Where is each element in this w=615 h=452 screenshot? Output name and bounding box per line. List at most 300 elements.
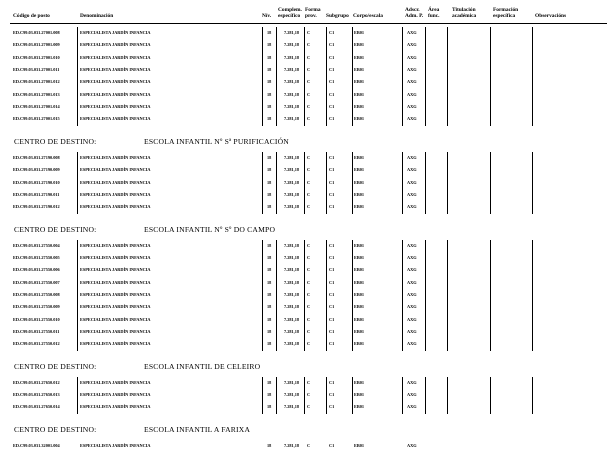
cell-adsc: AXG bbox=[407, 316, 417, 322]
cell-den: ESPECIALISTA JARDÍN INFANCIA bbox=[80, 242, 151, 248]
cell-niv: 18 bbox=[267, 104, 272, 110]
column-divider bbox=[352, 152, 353, 214]
cell-niv: 18 bbox=[267, 116, 272, 122]
column-divider bbox=[532, 152, 533, 214]
cell-forma: C bbox=[307, 392, 311, 398]
section-title bbox=[14, 225, 275, 234]
cell-corpo: EB01 bbox=[354, 54, 365, 60]
cell-den: ESPECIALISTA JARDÍN INFANCIA bbox=[80, 204, 151, 210]
cell-comp: 7.281,18 bbox=[284, 267, 300, 273]
cell-forma: C bbox=[307, 204, 311, 210]
cell-comp: 7.281,18 bbox=[284, 30, 300, 35]
cell-code: ED.C99.03.031.27650.012 bbox=[13, 379, 60, 385]
cell-den: ESPECIALISTA JARDÍN INFANCIA bbox=[80, 267, 151, 273]
column-divider bbox=[262, 27, 263, 126]
cell-corpo: EB01 bbox=[354, 30, 365, 35]
table-row bbox=[10, 401, 607, 413]
cell-niv: 18 bbox=[267, 254, 272, 260]
cell-den: ESPECIALISTA JARDÍN INFANCIA bbox=[80, 304, 151, 310]
cell-den: ESPECIALISTA JARDÍN INFANCIA bbox=[80, 316, 151, 322]
table-row bbox=[10, 64, 607, 76]
table-row bbox=[10, 89, 607, 101]
cell-comp: 7.281,18 bbox=[284, 279, 300, 285]
cell-code: ED.C99.03.031.27550.008 bbox=[13, 291, 60, 297]
table-row bbox=[10, 177, 607, 189]
cell-code: ED.C99.03.031.27650.014 bbox=[13, 404, 60, 410]
cell-code: ED.C99.03.031.27550.005 bbox=[13, 254, 60, 260]
cell-forma: C bbox=[307, 304, 311, 310]
cell-niv: 18 bbox=[267, 79, 272, 85]
cell-den: ESPECIALISTA JARDÍN INFANCIA bbox=[80, 30, 151, 35]
cell-den: ESPECIALISTA JARDÍN INFANCIA bbox=[80, 91, 151, 97]
column-divider bbox=[490, 240, 491, 351]
table-row bbox=[10, 301, 607, 313]
cell-code: ED.C99.03.031.27550.006 bbox=[13, 267, 60, 273]
cell-forma: C bbox=[307, 316, 311, 322]
table-row bbox=[10, 113, 607, 125]
cell-niv: 18 bbox=[267, 191, 272, 197]
cell-corpo: EB01 bbox=[354, 67, 365, 73]
cell-corpo: EB01 bbox=[354, 179, 365, 185]
column-divider bbox=[490, 27, 491, 126]
column-divider bbox=[532, 377, 533, 414]
cell-adsc: AXG bbox=[407, 191, 417, 197]
cell-den: ESPECIALISTA JARDÍN INFANCIA bbox=[80, 442, 151, 448]
table-row bbox=[10, 289, 607, 301]
column-divider bbox=[304, 240, 305, 351]
cell-niv: 18 bbox=[267, 316, 272, 322]
cell-code: ED.C99.03.031.27550.011 bbox=[13, 329, 60, 334]
cell-code: ED.C99.03.031.27190.012 bbox=[13, 204, 60, 210]
header-adscr: Adscr. Adm. P. bbox=[405, 7, 424, 19]
cell-sub: C1 bbox=[329, 442, 335, 448]
header-forma: Forma prov. bbox=[305, 7, 321, 19]
cell-code: ED.C99.03.031.27001.009 bbox=[13, 42, 60, 48]
cell-niv: 18 bbox=[267, 91, 272, 97]
cell-sub: C1 bbox=[329, 279, 335, 285]
header-subgrupo: Subgrupo bbox=[326, 13, 349, 19]
header-area: Área func. bbox=[428, 7, 440, 19]
cell-corpo: EB01 bbox=[354, 291, 365, 297]
cell-den: ESPECIALISTA JARDÍN INFANCIA bbox=[80, 191, 151, 197]
table-row bbox=[10, 27, 607, 39]
cell-den: ESPECIALISTA JARDÍN INFANCIA bbox=[80, 42, 151, 48]
header-rule bbox=[10, 23, 607, 24]
header-observaciones: Observacións bbox=[535, 13, 567, 19]
cell-forma: C bbox=[307, 254, 311, 260]
cell-forma: C bbox=[307, 404, 311, 410]
column-divider bbox=[425, 240, 426, 351]
table-row bbox=[10, 240, 607, 252]
cell-sub: C1 bbox=[329, 167, 335, 173]
table-row bbox=[10, 277, 607, 289]
column-divider bbox=[326, 240, 327, 351]
cell-niv: 18 bbox=[267, 242, 272, 248]
cell-sub: C1 bbox=[329, 341, 335, 347]
section-title bbox=[14, 362, 260, 371]
cell-niv: 18 bbox=[267, 42, 272, 48]
cell-corpo: EB01 bbox=[354, 316, 365, 322]
section-label: CENTRO DE DESTINO: bbox=[14, 424, 97, 434]
cell-niv: 18 bbox=[267, 267, 272, 273]
cell-den: ESPECIALISTA JARDÍN INFANCIA bbox=[80, 379, 151, 385]
column-divider bbox=[425, 152, 426, 214]
cell-comp: 7.281,18 bbox=[284, 304, 300, 310]
cell-corpo: EB01 bbox=[354, 242, 365, 248]
cell-forma: C bbox=[307, 67, 311, 73]
cell-corpo: EB01 bbox=[354, 304, 365, 310]
cell-comp: 7.281,18 bbox=[284, 254, 300, 260]
cell-sub: C1 bbox=[329, 91, 335, 97]
column-divider bbox=[352, 377, 353, 414]
cell-comp: 7.281,18 bbox=[284, 191, 300, 197]
cell-den: ESPECIALISTA JARDÍN INFANCIA bbox=[80, 104, 151, 110]
cell-corpo: EB01 bbox=[354, 104, 365, 110]
column-divider bbox=[276, 377, 277, 414]
cell-corpo: EB01 bbox=[354, 379, 365, 385]
cell-sub: C1 bbox=[329, 316, 335, 322]
cell-niv: 18 bbox=[267, 30, 272, 35]
cell-corpo: EB01 bbox=[354, 267, 365, 273]
column-divider bbox=[447, 27, 448, 126]
section-label: CENTRO DE DESTINO: bbox=[14, 361, 97, 371]
cell-comp: 7.281,18 bbox=[284, 67, 300, 73]
cell-code: ED.C99.03.031.27550.004 bbox=[13, 242, 60, 248]
cell-adsc: AXG bbox=[407, 379, 417, 385]
cell-sub: C1 bbox=[329, 54, 335, 60]
cell-niv: 18 bbox=[267, 442, 272, 448]
table-row bbox=[10, 389, 607, 401]
cell-adsc: AXG bbox=[407, 329, 417, 334]
cell-comp: 7.281,18 bbox=[284, 79, 300, 85]
cell-adsc: AXG bbox=[407, 116, 417, 122]
cell-adsc: AXG bbox=[407, 91, 417, 97]
cell-comp: 7.281,18 bbox=[284, 316, 300, 322]
column-divider bbox=[532, 240, 533, 351]
cell-niv: 18 bbox=[267, 291, 272, 297]
cell-code: ED.C99.03.031.27001.008 bbox=[13, 30, 60, 35]
section-label: CENTRO DE DESTINO: bbox=[14, 224, 97, 234]
cell-adsc: AXG bbox=[407, 42, 417, 48]
cell-code: ED.C99.03.031.27190.011 bbox=[13, 191, 60, 197]
cell-den: ESPECIALISTA JARDÍN INFANCIA bbox=[80, 154, 151, 160]
cell-niv: 18 bbox=[267, 179, 272, 185]
cell-comp: 7.281,18 bbox=[284, 104, 300, 110]
cell-corpo: EB01 bbox=[354, 279, 365, 285]
cell-adsc: AXG bbox=[407, 341, 417, 347]
cell-sub: C1 bbox=[329, 42, 335, 48]
cell-den: ESPECIALISTA JARDÍN INFANCIA bbox=[80, 54, 151, 60]
cell-adsc: AXG bbox=[407, 30, 417, 35]
cell-forma: C bbox=[307, 42, 311, 48]
column-divider bbox=[276, 152, 277, 214]
column-divider bbox=[262, 152, 263, 214]
column-divider bbox=[402, 240, 403, 351]
cell-adsc: AXG bbox=[407, 291, 417, 297]
cell-adsc: AXG bbox=[407, 442, 417, 448]
cell-niv: 18 bbox=[267, 304, 272, 310]
header-complem: Complem. específico bbox=[278, 7, 302, 19]
table-row bbox=[10, 76, 607, 88]
section-name: ESCOLA INFANTIL Nº Sº DO CAMPO bbox=[144, 224, 276, 234]
cell-forma: C bbox=[307, 116, 311, 122]
cell-den: ESPECIALISTA JARDÍN INFANCIA bbox=[80, 254, 151, 260]
cell-corpo: EB01 bbox=[354, 167, 365, 173]
cell-code: ED.C99.03.031.27550.010 bbox=[13, 316, 60, 322]
cell-niv: 18 bbox=[267, 392, 272, 398]
cell-forma: C bbox=[307, 79, 311, 85]
section-title bbox=[14, 137, 289, 146]
cell-adsc: AXG bbox=[407, 404, 417, 410]
cell-forma: C bbox=[307, 54, 311, 60]
cell-forma: C bbox=[307, 242, 311, 248]
cell-comp: 7.281,18 bbox=[284, 379, 300, 385]
cell-sub: C1 bbox=[329, 404, 335, 410]
column-divider bbox=[447, 377, 448, 414]
cell-comp: 7.281,18 bbox=[284, 291, 300, 297]
cell-sub: C1 bbox=[329, 267, 335, 273]
cell-den: ESPECIALISTA JARDÍN INFANCIA bbox=[80, 341, 151, 347]
cell-sub: C1 bbox=[329, 254, 335, 260]
cell-den: ESPECIALISTA JARDÍN INFANCIA bbox=[80, 79, 151, 85]
cell-forma: C bbox=[307, 30, 311, 35]
cell-forma: C bbox=[307, 104, 311, 110]
header-titulacion: Titulación académica bbox=[452, 7, 477, 19]
column-divider bbox=[276, 27, 277, 126]
cell-forma: C bbox=[307, 267, 311, 273]
cell-sub: C1 bbox=[329, 379, 335, 385]
cell-den: ESPECIALISTA JARDÍN INFANCIA bbox=[80, 116, 151, 122]
table-row bbox=[10, 326, 607, 338]
cell-code: ED.C99.03.031.27190.010 bbox=[13, 179, 60, 185]
column-divider bbox=[402, 377, 403, 414]
table-row bbox=[10, 201, 607, 213]
column-divider bbox=[304, 27, 305, 126]
cell-corpo: EB01 bbox=[354, 341, 365, 347]
cell-comp: 7.281,18 bbox=[284, 392, 300, 398]
cell-niv: 18 bbox=[267, 379, 272, 385]
column-divider bbox=[304, 152, 305, 214]
section-title bbox=[14, 425, 250, 434]
cell-sub: C1 bbox=[329, 242, 335, 248]
cell-forma: C bbox=[307, 329, 311, 334]
cell-corpo: EB01 bbox=[354, 191, 365, 197]
cell-den: ESPECIALISTA JARDÍN INFANCIA bbox=[80, 291, 151, 297]
column-divider bbox=[490, 377, 491, 414]
cell-forma: C bbox=[307, 167, 311, 173]
table-row bbox=[10, 377, 607, 389]
cell-comp: 7.281,18 bbox=[284, 154, 300, 160]
section-name: ESCOLA INFANTIL Nº Sª PURIFICACIÓN bbox=[144, 136, 289, 146]
cell-adsc: AXG bbox=[407, 204, 417, 210]
cell-adsc: AXG bbox=[407, 242, 417, 248]
cell-den: ESPECIALISTA JARDÍN INFANCIA bbox=[80, 329, 151, 334]
cell-code: ED.C99.03.031.27001.013 bbox=[13, 91, 60, 97]
cell-niv: 18 bbox=[267, 404, 272, 410]
cell-sub: C1 bbox=[329, 304, 335, 310]
cell-sub: C1 bbox=[329, 204, 335, 210]
cell-forma: C bbox=[307, 442, 311, 448]
header-codigo: Código de posto bbox=[13, 13, 50, 19]
column-divider bbox=[402, 152, 403, 214]
cell-sub: C1 bbox=[329, 154, 335, 160]
column-divider bbox=[447, 152, 448, 214]
cell-code: ED.C99.03.031.32001.004 bbox=[13, 442, 60, 448]
cell-code: ED.C99.03.031.27550.007 bbox=[13, 279, 60, 285]
header-denominacion: Denominación bbox=[80, 13, 114, 19]
cell-adsc: AXG bbox=[407, 67, 417, 73]
cell-sub: C1 bbox=[329, 67, 335, 73]
section-name: ESCOLA INFANTIL A FARIXA bbox=[144, 424, 251, 434]
column-divider bbox=[352, 27, 353, 126]
cell-adsc: AXG bbox=[407, 267, 417, 273]
cell-sub: C1 bbox=[329, 104, 335, 110]
cell-adsc: AXG bbox=[407, 279, 417, 285]
cell-comp: 7.281,18 bbox=[284, 54, 300, 60]
column-divider bbox=[425, 377, 426, 414]
cell-adsc: AXG bbox=[407, 154, 417, 160]
header-niv: Nív. bbox=[262, 13, 272, 19]
cell-comp: 7.281,18 bbox=[284, 204, 300, 210]
cell-comp: 7.281,18 bbox=[284, 442, 300, 448]
table-header bbox=[0, 2, 615, 24]
cell-adsc: AXG bbox=[407, 54, 417, 60]
column-divider bbox=[262, 377, 263, 414]
table-row bbox=[10, 440, 607, 452]
table-row bbox=[10, 152, 607, 164]
table-row bbox=[10, 52, 607, 64]
cell-sub: C1 bbox=[329, 179, 335, 185]
cell-code: ED.C99.03.031.27190.009 bbox=[13, 167, 60, 173]
cell-niv: 18 bbox=[267, 167, 272, 173]
cell-corpo: EB01 bbox=[354, 91, 365, 97]
cell-code: ED.C99.03.031.27550.009 bbox=[13, 304, 60, 310]
column-divider bbox=[326, 377, 327, 414]
cell-sub: C1 bbox=[329, 30, 335, 35]
cell-forma: C bbox=[307, 379, 311, 385]
cell-code: ED.C99.03.031.27001.014 bbox=[13, 104, 60, 110]
cell-forma: C bbox=[307, 179, 311, 185]
cell-corpo: EB01 bbox=[354, 154, 365, 160]
cell-corpo: EB01 bbox=[354, 42, 365, 48]
column-divider bbox=[425, 27, 426, 126]
cell-forma: C bbox=[307, 341, 311, 347]
cell-corpo: EB01 bbox=[354, 442, 365, 448]
header-corpo: Corpo/escala bbox=[353, 13, 383, 19]
cell-niv: 18 bbox=[267, 154, 272, 160]
cell-den: ESPECIALISTA JARDÍN INFANCIA bbox=[80, 67, 151, 73]
column-divider bbox=[326, 27, 327, 126]
cell-corpo: EB01 bbox=[354, 254, 365, 260]
column-divider bbox=[77, 377, 78, 414]
table-row bbox=[10, 314, 607, 326]
cell-code: ED.C99.03.031.27001.011 bbox=[13, 67, 60, 73]
cell-comp: 7.281,18 bbox=[284, 341, 300, 347]
column-divider bbox=[276, 240, 277, 351]
cell-comp: 7.281,18 bbox=[284, 167, 300, 173]
cell-code: ED.C99.03.031.27190.008 bbox=[13, 154, 60, 160]
cell-corpo: EB01 bbox=[354, 79, 365, 85]
cell-adsc: AXG bbox=[407, 104, 417, 110]
cell-adsc: AXG bbox=[407, 254, 417, 260]
cell-den: ESPECIALISTA JARDÍN INFANCIA bbox=[80, 392, 151, 398]
cell-comp: 7.281,18 bbox=[284, 404, 300, 410]
cell-corpo: EB01 bbox=[354, 392, 365, 398]
cell-sub: C1 bbox=[329, 191, 335, 197]
cell-comp: 7.281,18 bbox=[284, 329, 300, 334]
cell-adsc: AXG bbox=[407, 392, 417, 398]
column-divider bbox=[77, 240, 78, 351]
cell-sub: C1 bbox=[329, 329, 335, 334]
column-divider bbox=[490, 152, 491, 214]
column-divider bbox=[352, 240, 353, 351]
cell-code: ED.C99.03.031.27001.012 bbox=[13, 79, 60, 85]
cell-sub: C1 bbox=[329, 116, 335, 122]
cell-forma: C bbox=[307, 279, 311, 285]
cell-comp: 7.281,18 bbox=[284, 91, 300, 97]
table-row bbox=[10, 189, 607, 201]
column-divider bbox=[532, 27, 533, 126]
cell-forma: C bbox=[307, 191, 311, 197]
column-divider bbox=[77, 27, 78, 126]
cell-forma: C bbox=[307, 91, 311, 97]
cell-corpo: EB01 bbox=[354, 116, 365, 122]
table-row bbox=[10, 264, 607, 276]
column-divider bbox=[77, 152, 78, 214]
table-row bbox=[10, 252, 607, 264]
cell-adsc: AXG bbox=[407, 79, 417, 85]
table-row bbox=[10, 101, 607, 113]
cell-code: ED.C99.03.031.27001.015 bbox=[13, 116, 60, 122]
column-divider bbox=[402, 27, 403, 126]
cell-corpo: EB01 bbox=[354, 329, 365, 334]
cell-niv: 18 bbox=[267, 67, 272, 73]
cell-sub: C1 bbox=[329, 392, 335, 398]
cell-adsc: AXG bbox=[407, 179, 417, 185]
cell-corpo: EB01 bbox=[354, 404, 365, 410]
cell-comp: 7.281,18 bbox=[284, 42, 300, 48]
column-divider bbox=[262, 240, 263, 351]
cell-sub: C1 bbox=[329, 291, 335, 297]
cell-comp: 7.281,18 bbox=[284, 116, 300, 122]
column-divider bbox=[326, 152, 327, 214]
column-divider bbox=[447, 240, 448, 351]
cell-comp: 7.281,18 bbox=[284, 242, 300, 248]
cell-code: ED.C99.03.031.27550.012 bbox=[13, 341, 60, 347]
cell-forma: C bbox=[307, 291, 311, 297]
cell-forma: C bbox=[307, 154, 311, 160]
cell-code: ED.C99.03.031.27650.013 bbox=[13, 392, 60, 398]
table-row bbox=[10, 338, 607, 350]
cell-den: ESPECIALISTA JARDÍN INFANCIA bbox=[80, 404, 151, 410]
cell-den: ESPECIALISTA JARDÍN INFANCIA bbox=[80, 167, 151, 173]
table-row bbox=[10, 39, 607, 51]
cell-den: ESPECIALISTA JARDÍN INFANCIA bbox=[80, 179, 151, 185]
cell-code: ED.C99.03.031.27001.010 bbox=[13, 54, 60, 60]
cell-adsc: AXG bbox=[407, 167, 417, 173]
column-divider bbox=[304, 377, 305, 414]
cell-corpo: EB01 bbox=[354, 204, 365, 210]
section-label: CENTRO DE DESTINO: bbox=[14, 136, 97, 146]
cell-niv: 18 bbox=[267, 204, 272, 210]
cell-niv: 18 bbox=[267, 329, 272, 334]
cell-comp: 7.281,18 bbox=[284, 179, 300, 185]
cell-niv: 18 bbox=[267, 54, 272, 60]
section-name: ESCOLA INFANTIL DE CELEIRO bbox=[144, 361, 261, 371]
header-formacion: Formación específica bbox=[493, 7, 519, 19]
cell-adsc: AXG bbox=[407, 304, 417, 310]
cell-niv: 18 bbox=[267, 279, 272, 285]
